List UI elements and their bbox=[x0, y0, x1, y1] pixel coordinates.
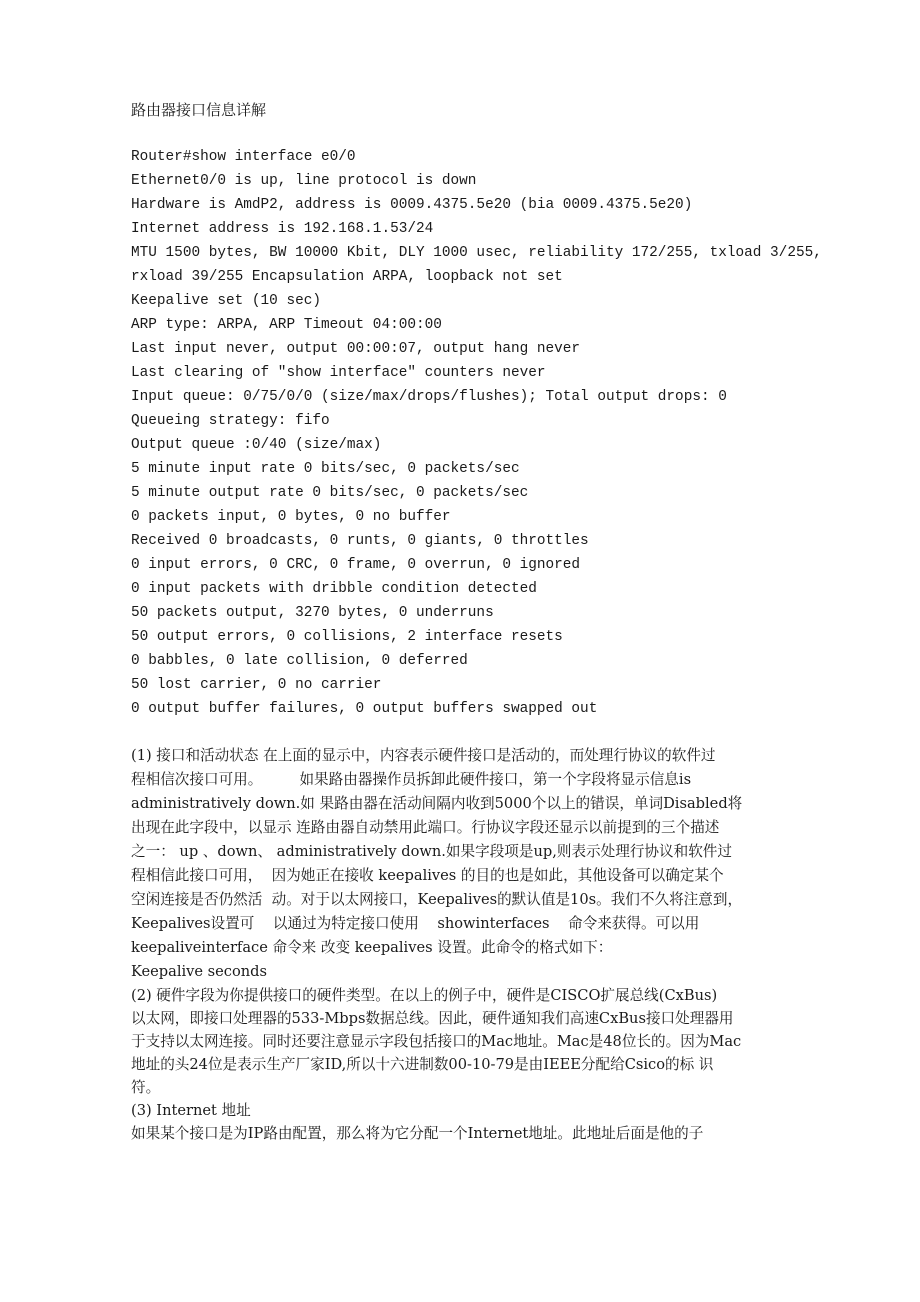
command-output-line: 0 packets input, 0 bytes, 0 no buffer bbox=[131, 509, 451, 525]
command-output-line: Ethernet0/0 is up, line protocol is down bbox=[131, 173, 477, 189]
command-output-line: Received 0 broadcasts, 0 runts, 0 giants, 0 throttles bbox=[131, 533, 589, 549]
paragraph-line: administratively down.如 果路由器在活动间隔内收到5000个以上的错误，单词Disabled将 bbox=[131, 795, 743, 812]
command-output-line: 0 output buffer failures, 0 output buffers swapped out bbox=[131, 701, 598, 717]
command-output-line: rxload 39/255 Encapsulation ARPA, loopback not set bbox=[131, 269, 563, 285]
command-output-line: Input queue: 0/75/0/0 (size/max/drops/flushes); Total output drops: 0 bbox=[131, 389, 727, 405]
paragraph-line: 空闲连接是否仍然活 动。对于以太网接口，Keepalives的默认值是10s。我们不久将注意到， bbox=[131, 891, 743, 908]
command-output-line: Queueing strategy: fifo bbox=[131, 413, 330, 429]
paragraph-line: (2) 硬件字段为你提供接口的硬件类型。在以上的例子中，硬件是CISCO扩展总线(CxBus) bbox=[131, 987, 718, 1004]
command-output-line: Last clearing of "show interface" counters never bbox=[131, 365, 546, 381]
paragraph-line: 程相信此接口可用， 因为她正在接收 keepalives 的目的也是如此，其他设备可以确定某个 bbox=[131, 867, 724, 884]
command-output-line: 50 lost carrier, 0 no carrier bbox=[131, 677, 382, 693]
command-output-line: Keepalive set (10 sec) bbox=[131, 293, 321, 309]
explanation-text bbox=[131, 744, 801, 1145]
command-output-line: 5 minute output rate 0 bits/sec, 0 packets/sec bbox=[131, 485, 529, 501]
command-output-line: Output queue :0/40 (size/max) bbox=[131, 437, 382, 453]
command-output-line: 0 babbles, 0 late collision, 0 deferred bbox=[131, 653, 468, 669]
paragraph-line: (3) Internet 地址 bbox=[131, 1102, 251, 1119]
command-output-line: 0 input errors, 0 CRC, 0 frame, 0 overrun, 0 ignored bbox=[131, 557, 581, 573]
paragraph-line: 程相信次接口可用。 如果路由器操作员拆卸此硬件接口，第一个字段将显示信息is bbox=[131, 771, 692, 788]
paragraph-line: Keepalives设置可 以通过为特定接口使用 showinterfaces 命令来获得。可以用 bbox=[131, 915, 700, 932]
command-output-line: 0 input packets with dribble condition detected bbox=[131, 581, 537, 597]
paragraph-line: 地址的头24位是表示生产厂家ID,所以十六进制数00-10-79是由IEEE分配给Csico的标 识 bbox=[131, 1056, 714, 1073]
command-output-line: MTU 1500 bytes, BW 10000 Kbit, DLY 1000 usec, reliability 172/255, txload 3/255, bbox=[131, 245, 822, 261]
paragraph-line: (1) 接口和活动状态 在上面的显示中，内容表示硬件接口是活动的，而处理行协议的软件过 bbox=[131, 747, 716, 764]
paragraph-line: 于支持以太网连接。同时还要注意显示字段包括接口的Mac地址。Mac是48位长的。因为Mac bbox=[131, 1033, 742, 1050]
command-output-block bbox=[131, 145, 822, 721]
paragraph-line: 符。 bbox=[131, 1079, 161, 1096]
paragraph-line: 之一： up 、down、 administratively down.如果字段项是up,则表示处理行协议和软件过 bbox=[131, 843, 732, 860]
paragraph-line: 以太网，即接口处理器的533-Mbps数据总线。因此，硬件通知我们高速CxBus接口处理器用 bbox=[131, 1010, 734, 1027]
command-output-line: Router#show interface e0/0 bbox=[131, 149, 356, 165]
command-output-line: 50 output errors, 0 collisions, 2 interface resets bbox=[131, 629, 563, 645]
document-title: 路由器接口信息详解 bbox=[131, 101, 267, 119]
paragraph-line: 如果某个接口是为IP路由配置，那么将为它分配一个Internet地址。此地址后面是他的子 bbox=[131, 1125, 704, 1142]
command-output-line: Internet address is 192.168.1.53/24 bbox=[131, 221, 434, 237]
paragraph-line: Keepalive seconds bbox=[131, 963, 267, 980]
command-output-line: Last input never, output 00:00:07, output hang never bbox=[131, 341, 581, 357]
command-output-line: 5 minute input rate 0 bits/sec, 0 packets/sec bbox=[131, 461, 520, 477]
paragraph-line: keepaliveinterface 命令来 改变 keepalives 设置。此命令的格式如下： bbox=[131, 939, 613, 956]
command-output-line: 50 packets output, 3270 bytes, 0 underruns bbox=[131, 605, 494, 621]
command-output-line: ARP type: ARPA, ARP Timeout 04:00:00 bbox=[131, 317, 442, 333]
paragraph-line: 出现在此字段中，以显示 连路由器自动禁用此端口。行协议字段还显示以前提到的三个描述 bbox=[131, 819, 720, 836]
command-output-line: Hardware is AmdP2, address is 0009.4375.5e20 (bia 0009.4375.5e20) bbox=[131, 197, 693, 213]
